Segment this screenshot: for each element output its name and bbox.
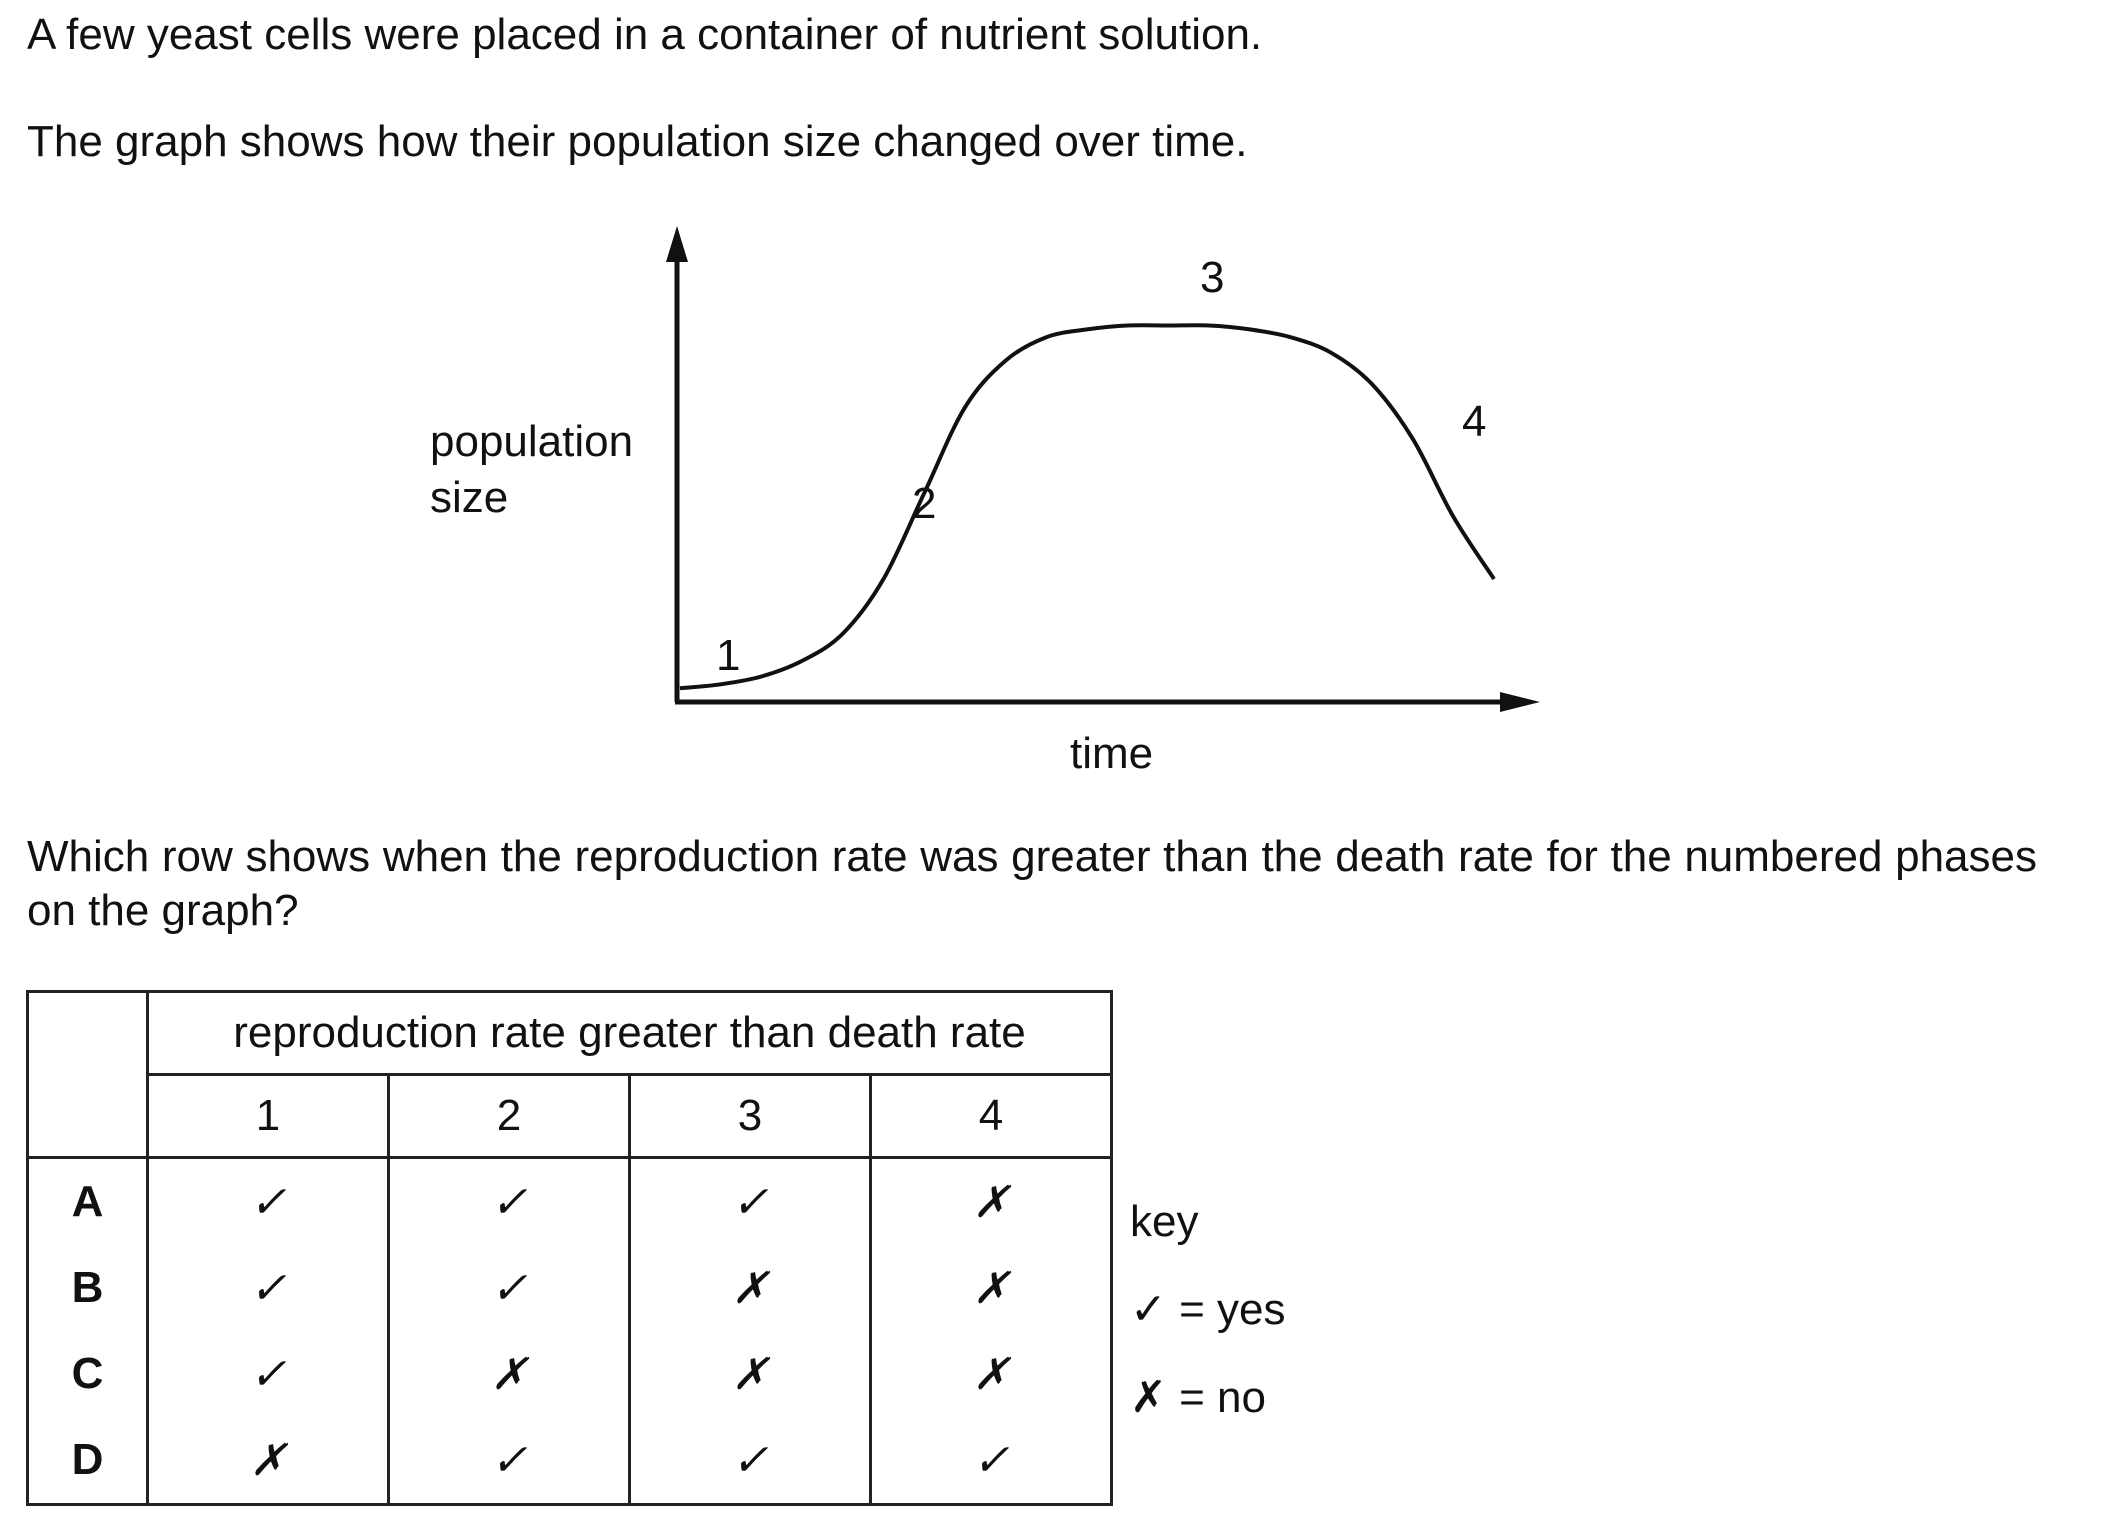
x-axis-arrow-icon — [1500, 692, 1540, 712]
row-label-c: C — [28, 1331, 148, 1417]
table-cell: ✗ — [389, 1331, 630, 1417]
answer-table — [26, 990, 1113, 1506]
table-row[interactable] — [28, 1331, 1112, 1417]
key-title: key — [1130, 1197, 1199, 1246]
column-header-2: 2 — [389, 1075, 630, 1158]
row-label-a: A — [28, 1158, 148, 1246]
y-axis-label-line-2: size — [430, 473, 509, 522]
table-cell: ✓ — [630, 1417, 871, 1505]
intro-line-2: The graph shows how their population size changed over time. — [27, 117, 1248, 166]
table-cell: ✗ — [630, 1245, 871, 1331]
key-yes: ✓ = yes — [1130, 1285, 1286, 1334]
table-cell: ✓ — [148, 1245, 389, 1331]
question-text: Which row shows when the reproduction rate was greater than the death rate for the numbered phases on the graph? — [27, 832, 2037, 935]
phase-label-4: 4 — [1462, 397, 1487, 446]
table-row[interactable] — [28, 1245, 1112, 1331]
intro-line-1: A few yeast cells were placed in a container of nutrient solution. — [27, 10, 1263, 59]
table-cell: ✗ — [148, 1417, 389, 1505]
table-cell: ✓ — [389, 1417, 630, 1505]
phase-label-3: 3 — [1200, 253, 1225, 302]
table-cell: ✓ — [389, 1245, 630, 1331]
key-no: ✗ = no — [1130, 1373, 1266, 1422]
row-label-d: D — [28, 1417, 148, 1505]
x-axis-label: time — [1070, 729, 1154, 778]
y-axis-label-line-1: population — [430, 417, 634, 466]
corner-cell — [28, 992, 148, 1158]
table-cell: ✓ — [389, 1158, 630, 1246]
table-cell: ✓ — [148, 1331, 389, 1417]
phase-label-1: 1 — [716, 631, 741, 680]
table-cell: ✗ — [871, 1245, 1112, 1331]
table-cell: ✗ — [871, 1158, 1112, 1246]
table-cell: ✓ — [871, 1417, 1112, 1505]
column-header-4: 4 — [871, 1075, 1112, 1158]
population-curve — [680, 325, 1494, 688]
y-axis-arrow-icon — [666, 226, 688, 262]
table-cell: ✗ — [630, 1331, 871, 1417]
table-cell: ✓ — [148, 1158, 389, 1246]
key-legend — [1130, 1178, 1285, 1442]
table-cell: ✗ — [871, 1331, 1112, 1417]
table-row[interactable] — [28, 1158, 1112, 1246]
row-label-b: B — [28, 1245, 148, 1331]
column-header-3: 3 — [630, 1075, 871, 1158]
table-header: reproduction rate greater than death rate — [148, 992, 1112, 1075]
phase-label-2: 2 — [912, 479, 937, 528]
table-cell: ✓ — [630, 1158, 871, 1246]
table-row[interactable] — [28, 1417, 1112, 1505]
column-header-1: 1 — [148, 1075, 389, 1158]
